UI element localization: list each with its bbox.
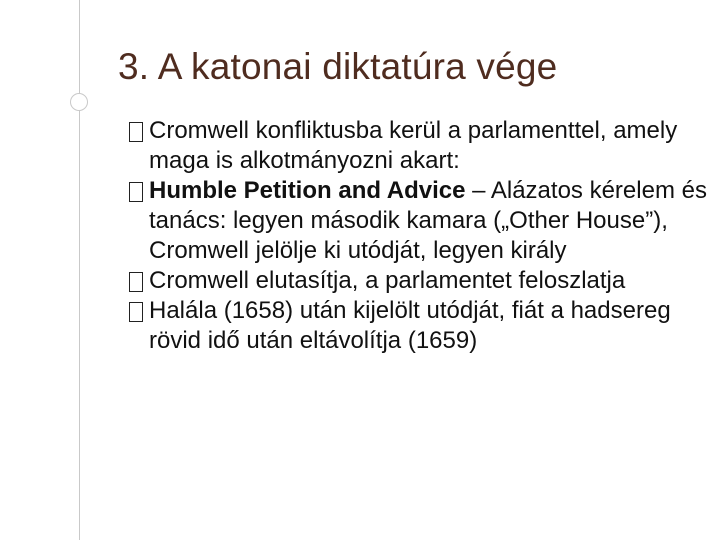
bullet-item [128,176,708,266]
square-bullet-icon [129,272,143,292]
square-bullet-icon [129,122,143,142]
bullet-item [128,296,708,356]
bullet-text: – Alázatos kérelem és tanács: legyen második kamara („Other House”), Cromwell jelölje ki utódját, legyen király [149,177,707,264]
square-bullet-icon [129,302,143,322]
bullet-text: Halála (1658) után kijelölt utódját, fiát a hadsereg rövid idő után eltávolítja (1659) [149,297,671,354]
slide-title: 3. A katonai diktatúra vége [118,46,558,87]
bullet-bold-text: Humble Petition and Advice [149,177,466,204]
title-ring-decoration [70,93,88,111]
bullet-item [128,116,708,176]
bullet-text: Cromwell elutasítja, a parlamentet feloszlatja [149,267,626,294]
left-vertical-rule [79,0,80,540]
bullet-list [128,116,708,356]
bullet-item [128,266,708,296]
bullet-text: Cromwell konfliktusba kerül a parlamenttel, amely maga is alkotmányozni akart: [149,117,678,174]
square-bullet-icon [129,182,143,202]
